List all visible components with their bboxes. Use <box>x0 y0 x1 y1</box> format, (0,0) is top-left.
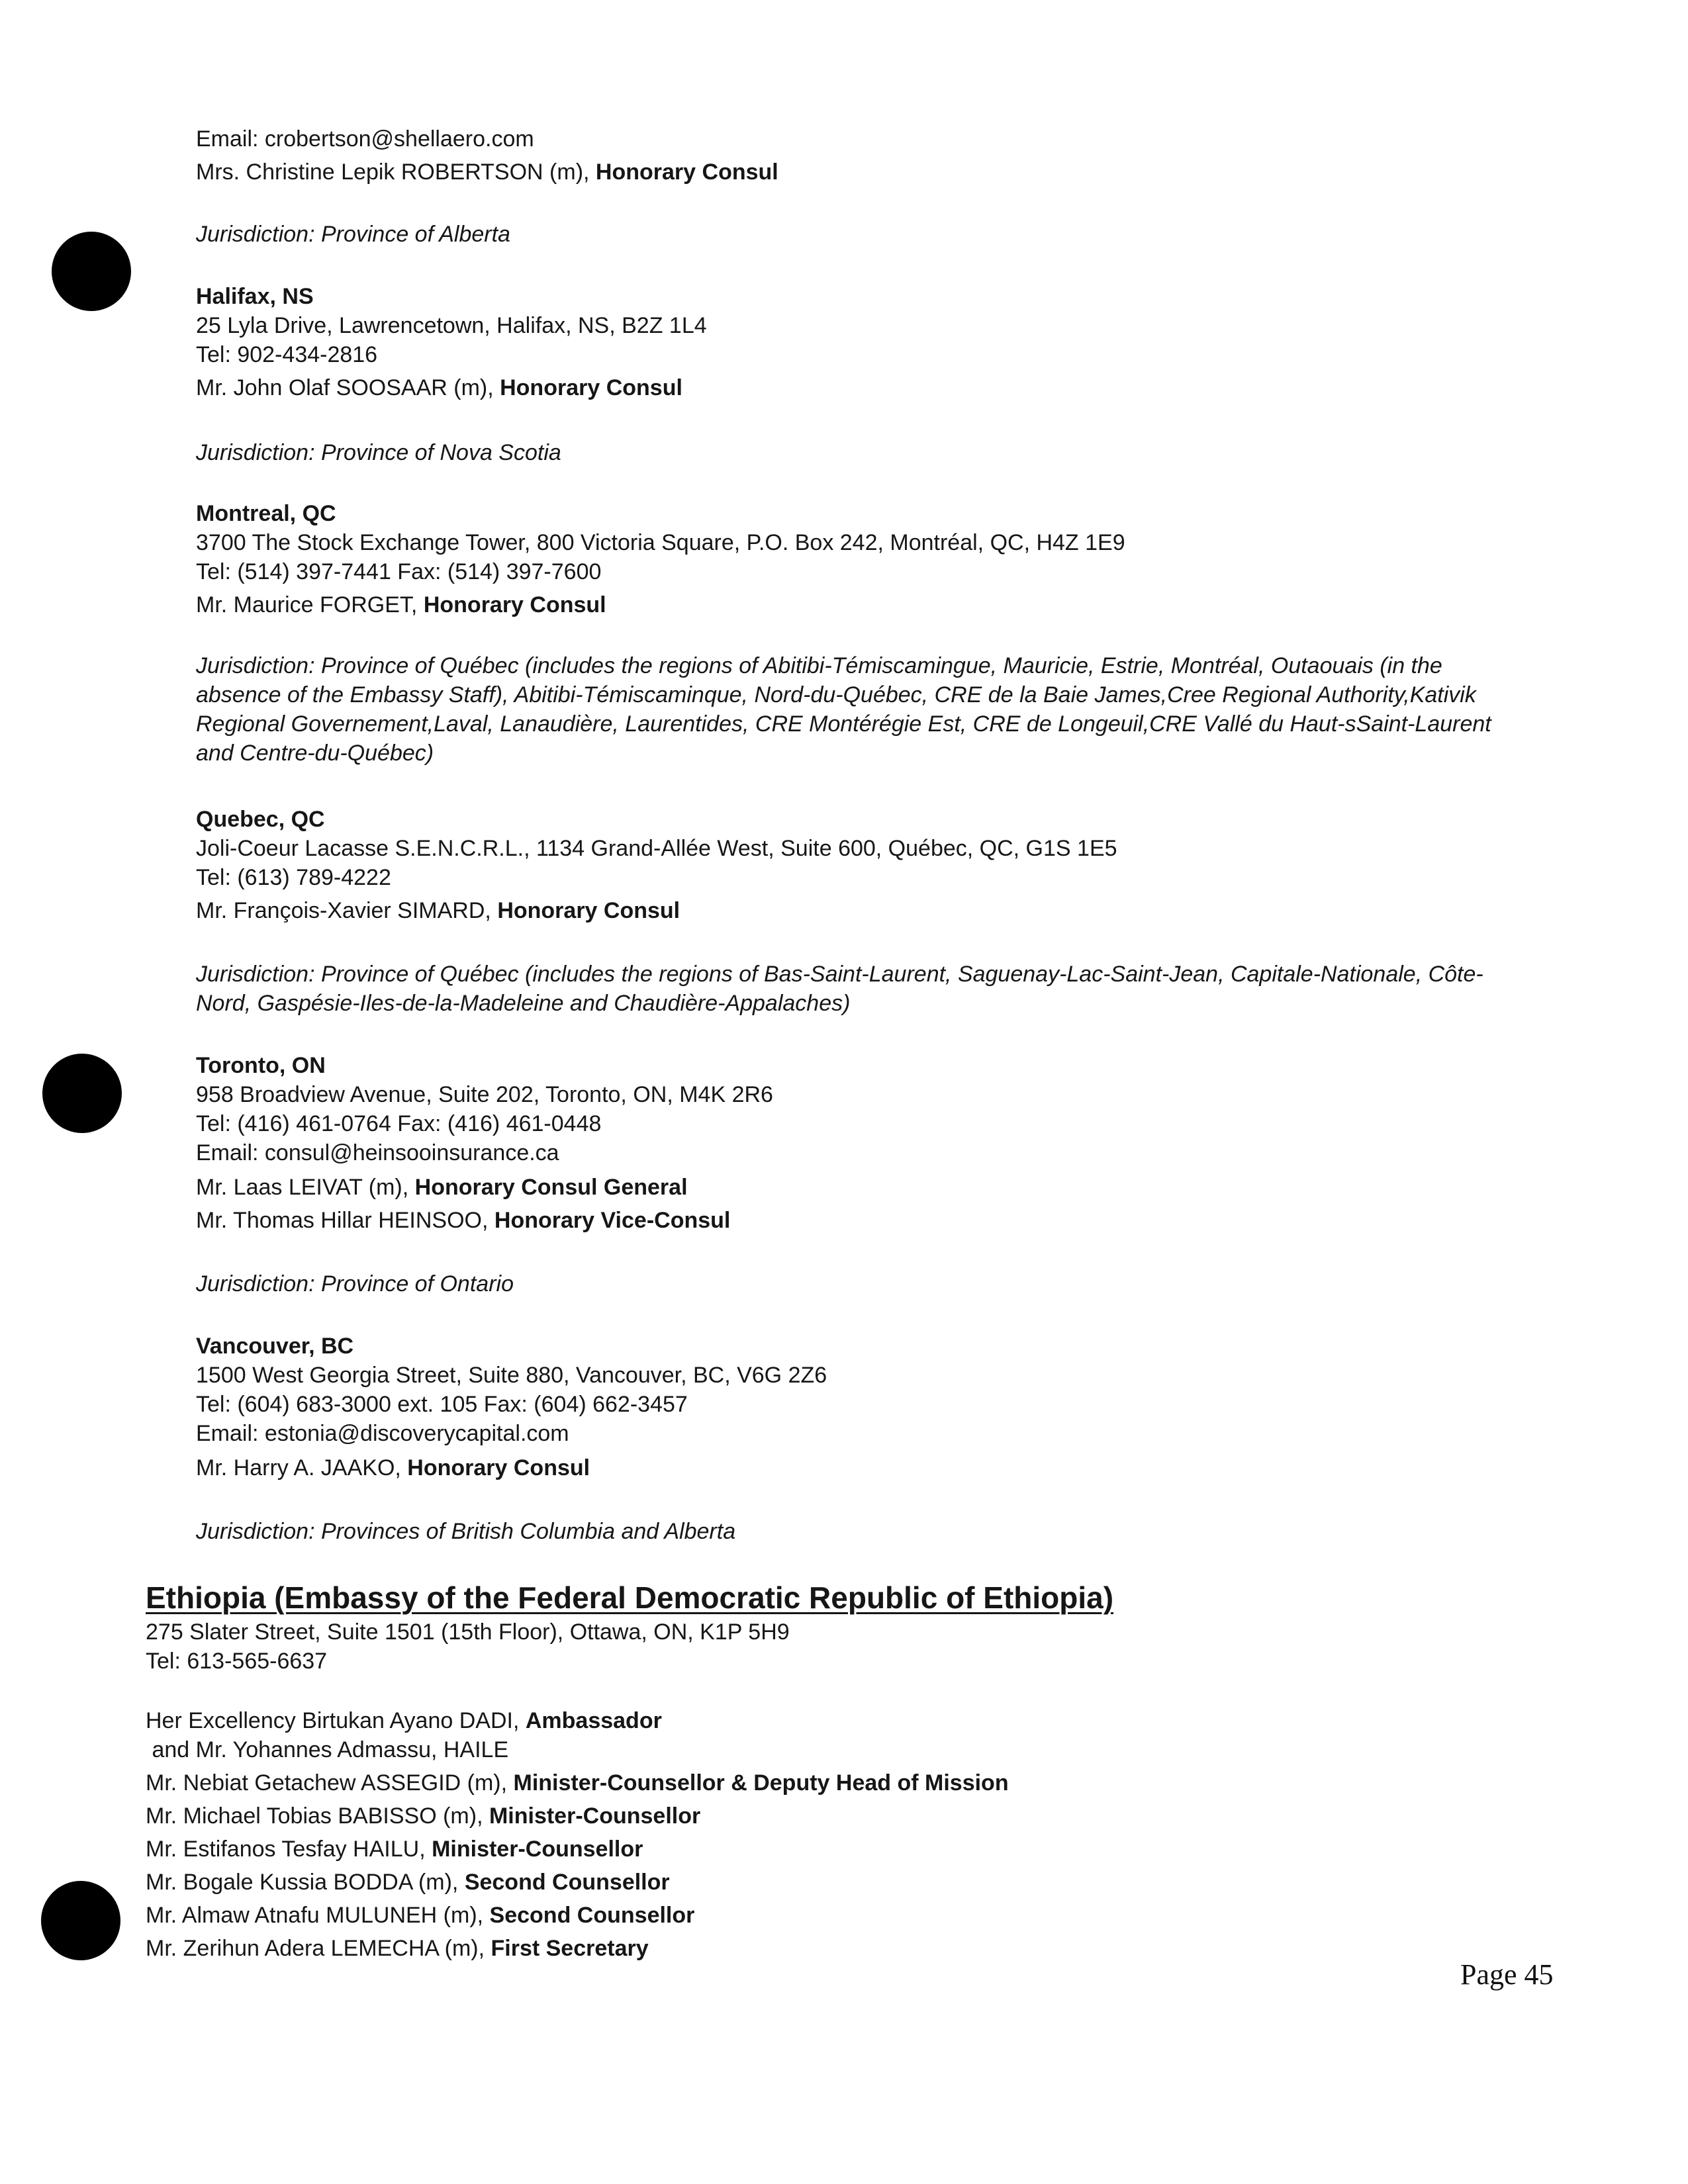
ethiopia-heading: Ethiopia (Embassy of the Federal Democratic Republic of Ethiopia) <box>146 1580 1114 1615</box>
person-name: Mr. Almaw Atnafu MULUNEH (m), <box>146 1903 490 1928</box>
person-title: Honorary Consul <box>595 159 778 185</box>
consulate-toronto <box>196 1051 1520 1235</box>
person-line <box>196 590 1520 619</box>
jurisdiction-text: Jurisdiction: Province of Québec (includes the regions of Abitibi-Témiscamingue, Mauricie, Estrie, Montréal, Outaouais (in the absence of the Embassy Staff), Abitibi-Témiscaminque, Nord-du-Québec, CRE de la Baie James,Cree Regional Authority,Kativik Regional Governement,Laval, Lanaudière, Laurentides, CRE Montérégie Est, CRE de Longeuil,CRE Vallé du Haut-sSaint-Laurent and Centre-du-Québec) <box>196 653 1491 766</box>
consulate-city: Toronto, ON <box>196 1053 326 1078</box>
prev-contact-email: Email: crobertson@shellaero.com <box>196 126 534 152</box>
person-name: Mr. Thomas Hillar HEINSOO, <box>196 1208 494 1233</box>
ethiopia-section <box>146 1579 1470 1676</box>
consulate-montreal <box>196 499 1520 619</box>
staff-line <box>146 1768 1470 1797</box>
address-line: 958 Broadview Avenue, Suite 202, Toronto, ON, M4K 2R6 <box>196 1082 773 1107</box>
person-name: Mr. Harry A. JAAKO, <box>196 1455 408 1480</box>
tel-line: Tel: (613) 789-4222 <box>196 865 391 890</box>
person-line <box>196 896 1520 925</box>
person-line <box>196 1173 1520 1202</box>
quebec-jurisdiction <box>196 960 1520 1018</box>
person-title: Honorary Consul General <box>414 1175 688 1200</box>
consulate-city: Quebec, QC <box>196 807 325 832</box>
email-line: Email: estonia@discoverycapital.com <box>196 1421 569 1446</box>
person-title: Second Counsellor <box>464 1870 670 1895</box>
consulate-city: Halifax, NS <box>196 284 314 309</box>
tel-line: Tel: 902-434-2816 <box>196 342 378 367</box>
person-name: Mr. Michael Tobias BABISSO (m), <box>146 1803 489 1829</box>
person-name: Mr. Laas LEIVAT (m), <box>196 1175 415 1200</box>
address-line: 25 Lyla Drive, Lawrencetown, Halifax, NS, B2Z 1L4 <box>196 313 707 338</box>
address-line: 3700 The Stock Exchange Tower, 800 Victoria Square, P.O. Box 242, Montréal, QC, H4Z 1E9 <box>196 530 1125 555</box>
punch-hole-middle <box>42 1054 122 1133</box>
halifax-jurisdiction <box>196 438 1520 467</box>
staff-line <box>146 1934 1470 1963</box>
consulate-city: Montreal, QC <box>196 501 336 526</box>
person-line <box>196 1453 1520 1482</box>
person-name: Mr. Zerihun Adera LEMECHA (m), <box>146 1936 491 1961</box>
person-title: First Secretary <box>491 1936 649 1961</box>
person-name: Mr. Maurice FORGET, <box>196 592 424 617</box>
person-name: Mr. Estifanos Tesfay HAILU, <box>146 1837 432 1862</box>
address-line: 275 Slater Street, Suite 1501 (15th Floor), Ottawa, ON, K1P 5H9 <box>146 1619 790 1645</box>
person-title: Honorary Consul <box>423 592 606 617</box>
person-title: Minister-Counsellor <box>432 1837 643 1862</box>
prev-contact <box>196 124 1520 187</box>
tel-line: Tel: (416) 461-0764 Fax: (416) 461-0448 <box>196 1111 602 1136</box>
staff-line <box>146 1835 1470 1864</box>
toronto-jurisdiction <box>196 1269 1520 1298</box>
page-number: Page 45 <box>1460 1958 1554 1991</box>
jurisdiction-text: Jurisdiction: Provinces of British Columbia and Alberta <box>196 1519 736 1544</box>
person-title: Minister-Counsellor & Deputy Head of Mission <box>513 1770 1009 1796</box>
consulate-vancouver <box>196 1332 1520 1482</box>
tel-line: Tel: (604) 683-3000 ext. 105 Fax: (604) 662-3457 <box>196 1392 688 1417</box>
person-name: Her Excellency Birtukan Ayano DADI, <box>146 1708 526 1733</box>
prev-contact-person <box>196 158 1520 187</box>
person-title: Ambassador <box>525 1708 662 1733</box>
ethiopia-staff <box>146 1706 1470 1963</box>
person-name: Mr. Bogale Kussia BODDA (m), <box>146 1870 465 1895</box>
punch-hole-top <box>52 232 131 311</box>
consulate-halifax <box>196 282 1520 402</box>
person-name: Mr. François-Xavier SIMARD, <box>196 898 498 923</box>
punch-hole-bottom <box>41 1881 120 1960</box>
address-line: 1500 West Georgia Street, Suite 880, Vancouver, BC, V6G 2Z6 <box>196 1363 827 1388</box>
person-title: Minister-Counsellor <box>489 1803 701 1829</box>
email-line: Email: consul@heinsooinsurance.ca <box>196 1140 559 1165</box>
jurisdiction-text: Jurisdiction: Province of Québec (includes the regions of Bas-Saint-Laurent, Saguenay-Lac-Saint-Jean, Capitale-Nationale, Côte-Nord, Gaspésie-Iles-de-la-Madeleine and Chaudière-Appalaches) <box>196 962 1483 1016</box>
consulate-quebec <box>196 805 1520 925</box>
jurisdiction-text: Jurisdiction: Province of Ontario <box>196 1271 514 1297</box>
montreal-jurisdiction <box>196 651 1520 768</box>
ambassador-line <box>146 1706 1470 1735</box>
person-title: Honorary Consul <box>497 898 680 923</box>
vancouver-jurisdiction <box>196 1517 1520 1546</box>
address-line: Joli-Coeur Lacasse S.E.N.C.R.L., 1134 Grand-Allée West, Suite 600, Québec, QC, G1S 1E5 <box>196 836 1117 861</box>
person-name: Mrs. Christine Lepik ROBERTSON (m), <box>196 159 596 185</box>
tel-line: Tel: 613-565-6637 <box>146 1649 328 1674</box>
staff-line <box>146 1868 1470 1897</box>
jurisdiction-text: Jurisdiction: Province of Alberta <box>196 222 510 247</box>
person-line <box>196 373 1520 402</box>
person-name: Mr. Nebiat Getachew ASSEGID (m), <box>146 1770 514 1796</box>
person-title: Honorary Vice-Consul <box>494 1208 731 1233</box>
person-line <box>196 1206 1520 1235</box>
person-title: Honorary Consul <box>500 375 682 400</box>
spouse-line: and Mr. Yohannes Admassu, HAILE <box>146 1737 509 1762</box>
consulate-city: Vancouver, BC <box>196 1334 354 1359</box>
person-title: Second Counsellor <box>489 1903 695 1928</box>
prev-contact-jurisdiction <box>196 220 1520 249</box>
tel-line: Tel: (514) 397-7441 Fax: (514) 397-7600 <box>196 559 602 584</box>
staff-line <box>146 1901 1470 1930</box>
jurisdiction-text: Jurisdiction: Province of Nova Scotia <box>196 440 561 465</box>
person-name: Mr. John Olaf SOOSAAR (m), <box>196 375 500 400</box>
person-title: Honorary Consul <box>407 1455 590 1480</box>
staff-line <box>146 1801 1470 1831</box>
